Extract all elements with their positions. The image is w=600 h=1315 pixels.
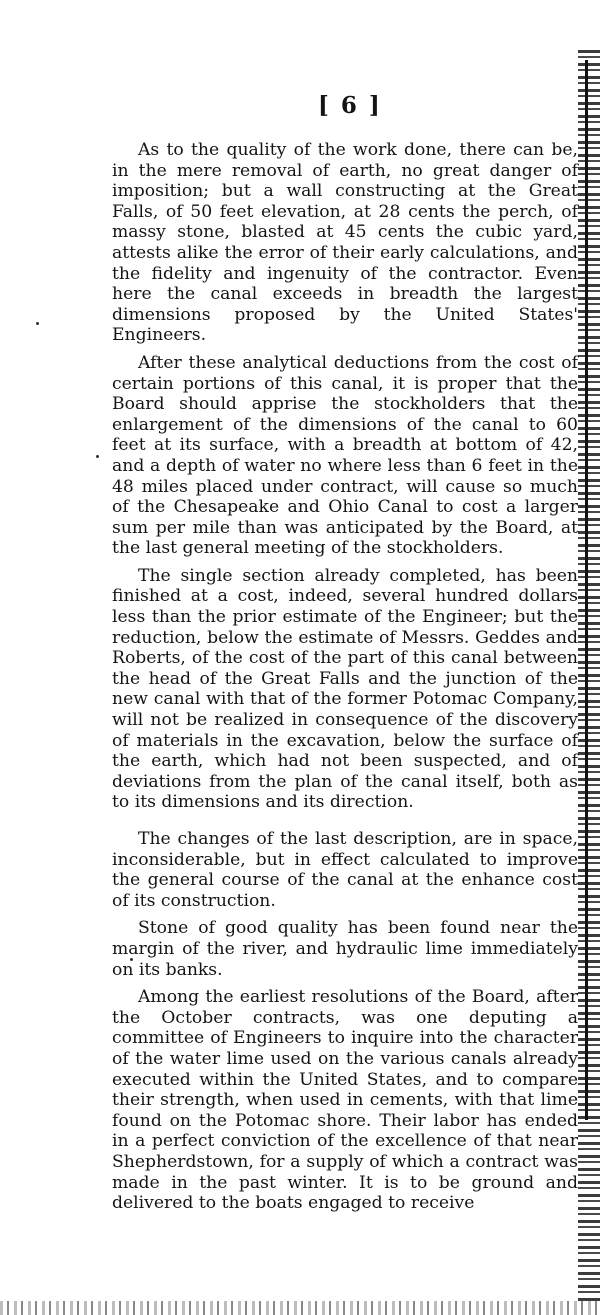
body-text [112, 140, 578, 1221]
page-edge-shadow [585, 60, 588, 1120]
paragraph: Stone of good quality has been found near the margin of the river, and hydraulic lime immediately on its banks. [112, 918, 578, 980]
page-edge-binding [578, 50, 600, 1305]
page-edge-bottom [0, 1301, 600, 1315]
paragraph: The changes of the last description, are in space, inconsiderable, but in effect calculated to improve the general course of the canal at the enhance cost of its construction. [112, 829, 578, 911]
ink-speck [36, 322, 39, 325]
paragraph: Among the earliest resolutions of the Board, after the October contracts, was one deputing a committee of Engineers to inquire into the character of the water lime used on the various canals already executed within the United States, and to compare their strength, when used in cements, with that lime found on the Potomac shore. Their labor has ended in a perfect conviction of the excellence of that near Shepherdstown, for a supply of which a contract was made in the past winter. It is to be ground and delivered to the boats engaged to receive [112, 987, 578, 1214]
paragraph: The single section already completed, has been finished at a cost, indeed, several hundred dollars less than the prior estimate of the Engineer; but the reduction, below the estimate of Messrs. Geddes and Roberts, of the cost of the part of this canal between the head of the Great Falls and the junction of the new canal with that of the former Potomac Company, will not be realized in consequence of the discovery of materials in the excavation, below the surface of the earth, which had not been suspected, and of deviations from the plan of the canal itself, both as to its dimensions and its direction. [112, 565, 578, 813]
paragraph: After these analytical deductions from the cost of certain portions of this canal, it is proper that the Board should apprise the stockholders that the enlargement of the dimensions of the canal to 60 feet at its surface, with a breadth at bottom of 42, and a depth of water no where less than 6 feet in the 48 miles placed under contract, will cause so much of the Chesapeake and Ohio Canal to cost a larger sum per mile than was anticipated by the Board, at the last general meeting of the stockholders. [112, 352, 578, 559]
page-number: [ 6 ] [318, 92, 382, 119]
ink-speck [96, 455, 99, 458]
paragraph: As to the quality of the work done, there can be, in the mere removal of earth, no great danger of imposition; but a wall constructing at the Great Falls, of 50 feet elevation, at 28 cents the perch, of massy stone, blasted at 45 cents the cubic yard, attests alike the error of their early calculations, and the fidelity and ingenuity of the contractor. Even here the canal exceeds in breadth the largest dimensions proposed by the United States' Engineers. [112, 140, 578, 346]
